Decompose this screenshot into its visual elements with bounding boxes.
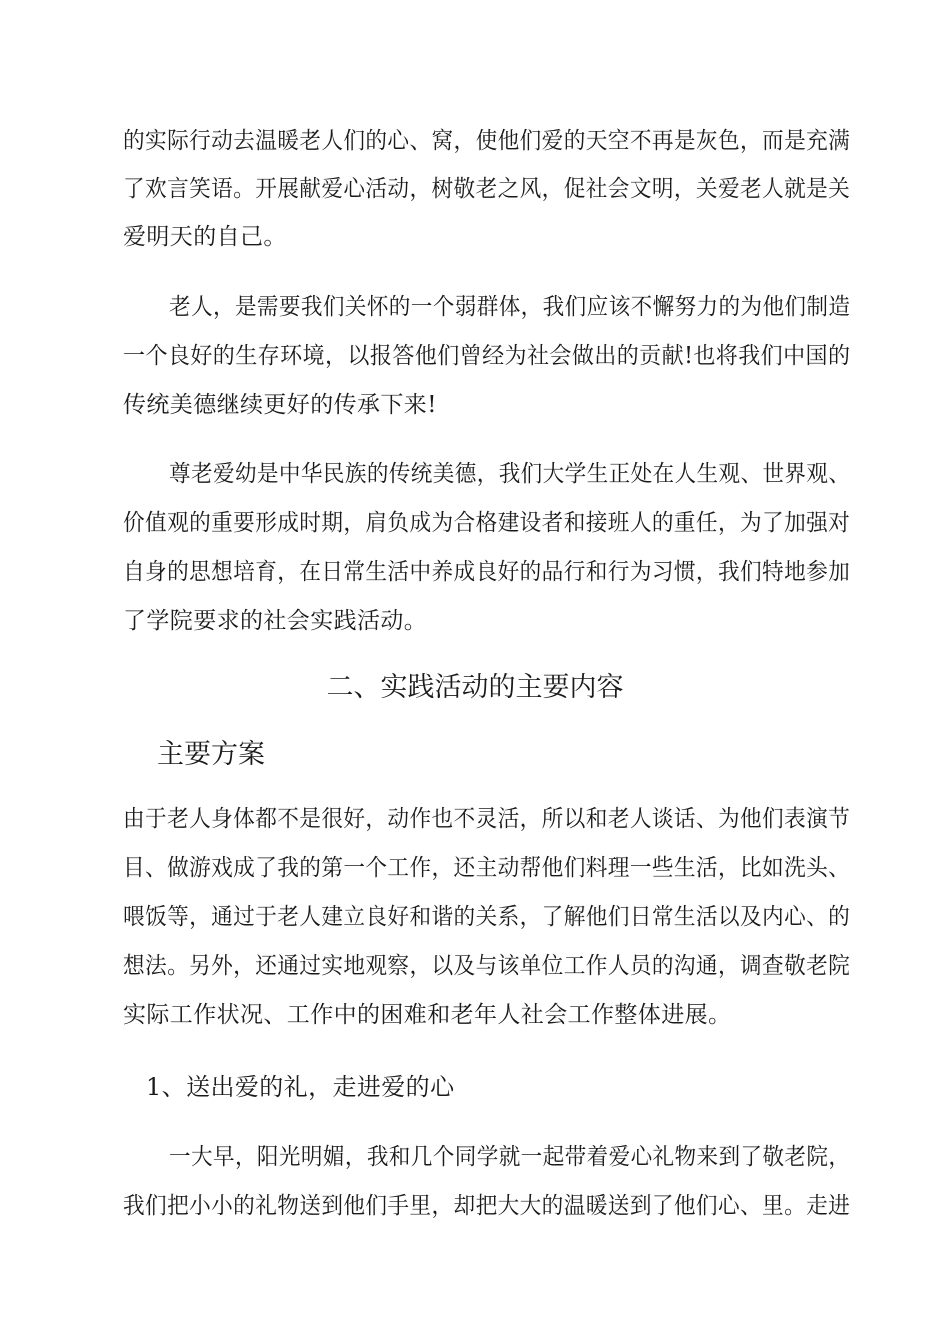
paragraph-3-line-4: 了学院要求的社会实践活动。 <box>123 608 428 634</box>
paragraph-3-line-1: 尊老爱幼是中华民族的传统美德，我们大学生正处在人生观、世界观、 <box>169 461 851 487</box>
item-heading: 1、送出爱的礼，走进爱的心 <box>146 1073 455 1101</box>
paragraph-4-line-3: 喂饭等，通过于老人建立良好和谐的关系，了解他们日常生活以及内心、的 <box>123 904 851 930</box>
subsection-heading: 主要方案 <box>157 739 265 770</box>
paragraph-4-line-4: 想法。另外，还通过实地观察，以及与该单位工作人员的沟通，调查敬老院 <box>123 953 851 979</box>
paragraph-4-line-5: 实际工作状况、工作中的困难和老年人社会工作整体进展。 <box>123 1002 732 1028</box>
paragraph-1-line-3: 爱明天的自己。 <box>123 224 287 250</box>
section-heading: 二、实践活动的主要内容 <box>326 672 624 703</box>
paragraph-3-line-3: 自身的思想培育，在日常生活中养成良好的品行和行为习惯，我们特地参加 <box>123 559 851 585</box>
paragraph-2-line-2: 一个良好的生存环境，以报答他们曾经为社会做出的贡献!也将我们中国的 <box>123 343 851 369</box>
paragraph-3-line-2: 价值观的重要形成时期，肩负成为合格建设者和接班人的重任，为了加强对 <box>123 510 851 536</box>
paragraph-2-line-3: 传统美德继续更好的传承下来! <box>123 392 437 418</box>
paragraph-4-line-2: 目、做游戏成了我的第一个工作，还主动帮他们料理一些生活，比如洗头、 <box>123 855 851 881</box>
paragraph-5-line-1: 一大早，阳光明媚，我和几个同学就一起带着爱心礼物来到了敬老院， <box>169 1144 851 1170</box>
paragraph-5-line-2: 我们把小小的礼物送到他们手里，却把大大的温暖送到了他们心、里。走进 <box>123 1193 851 1219</box>
paragraph-1-line-1: 的实际行动去温暖老人们的心、窝，使他们爱的天空不再是灰色，而是充满 <box>123 128 851 154</box>
paragraph-2-line-1: 老人，是需要我们关怀的一个弱群体，我们应该不懈努力的为他们制造 <box>169 294 851 320</box>
paragraph-4-line-1: 由于老人身体都不是很好，动作也不灵活，所以和老人谈话、为他们表演节 <box>123 806 851 832</box>
paragraph-1-line-2: 了欢言笑语。开展献爱心活动，树敬老之风，促社会文明，关爱老人就是关 <box>123 176 851 202</box>
